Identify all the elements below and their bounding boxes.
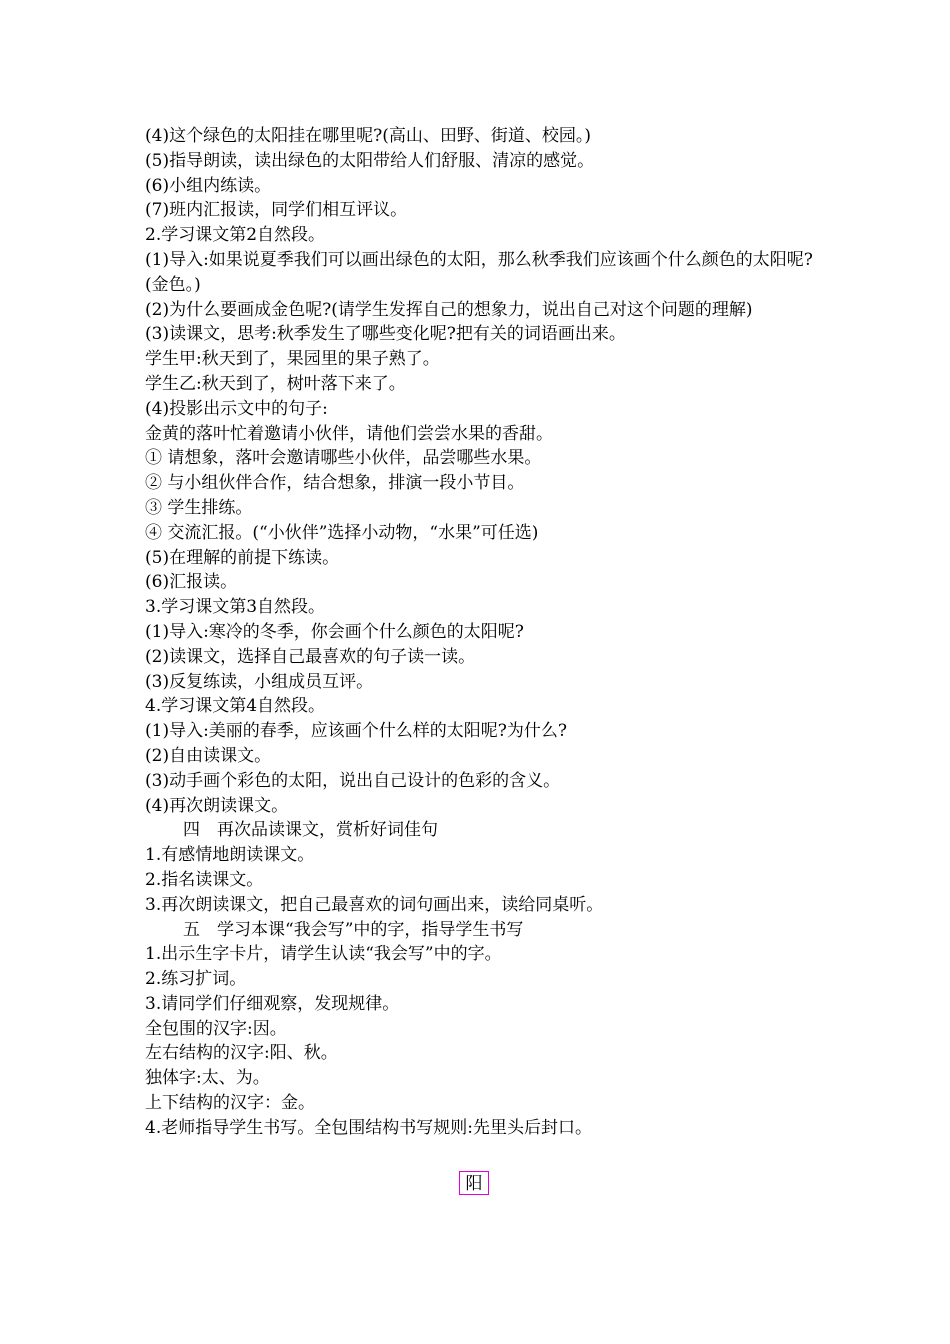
text-line: (4)再次朗读课文。 [145, 795, 289, 816]
text-line: (1)导入:如果说夏季我们可以画出绿色的太阳，那么秋季我们应该画个什么颜色的太阳呢?(金色。) [145, 249, 813, 295]
text-line: 1.出示生字卡片，请学生认读“我会写”中的字。 [145, 944, 502, 965]
text-line: (7)班内汇报读，同学们相互评议。 [145, 200, 408, 221]
text-line: (4)投影出示文中的句子: [145, 398, 328, 419]
text-line: ③ 学生排练。 [145, 497, 253, 518]
text-line: (5)指导朗读，读出绿色的太阳带给人们舒服、清凉的感觉。 [145, 150, 595, 171]
text-line: 学生乙:秋天到了，树叶落下来了。 [145, 373, 406, 394]
text-line: 全包围的汉字:因。 [145, 1018, 287, 1039]
example-character-box: 阳 [459, 1171, 489, 1195]
text-line: (5)在理解的前提下练读。 [145, 547, 340, 568]
text-line: ④ 交流汇报。(“小伙伴”选择小动物，“水果”可任选) [145, 522, 539, 543]
text-line: 4.老师指导学生书写。全包围结构书写规则:先里头后封口。 [145, 1117, 592, 1138]
text-line: 2.学习课文第2自然段。 [145, 225, 326, 246]
text-line: 3.再次朗读课文，把自己最喜欢的词句画出来，读给同桌听。 [145, 894, 604, 915]
text-line: (6)小组内练读。 [145, 175, 272, 196]
text-line: ① 请想象，落叶会邀请哪些小伙伴，品尝哪些水果。 [145, 448, 542, 469]
text-line: 金黄的落叶忙着邀请小伙伴，请他们尝尝水果的香甜。 [145, 423, 553, 444]
text-line: (3)反复练读，小组成员互评。 [145, 671, 374, 692]
text-line: (4)这个绿色的太阳挂在哪里呢?(高山、田野、街道、校园。) [145, 126, 591, 146]
text-line: 上下结构的汉字：金。 [145, 1093, 315, 1114]
document-body [145, 124, 825, 1141]
text-line: (1)导入:美丽的春季，应该画个什么样的太阳呢?为什么? [145, 721, 568, 742]
text-line: 1.有感情地朗读课文。 [145, 845, 315, 866]
text-line: 3.请同学们仔细观察，发现规律。 [145, 993, 400, 1014]
text-line: (6)汇报读。 [145, 572, 238, 593]
text-line: (2)自由读课文。 [145, 745, 272, 766]
section-heading: 五 学习本课“我会写”中的字，指导学生书写 [183, 919, 524, 940]
text-line: (3)读课文，思考:秋季发生了哪些变化呢?把有关的词语画出来。 [145, 324, 626, 345]
text-line: (2)读课文，选择自己最喜欢的句子读一读。 [145, 646, 476, 667]
text-line: (3)动手画个彩色的太阳，说出自己设计的色彩的含义。 [145, 770, 561, 791]
section-heading: 四 再次品读课文，赏析好词佳句 [183, 820, 438, 841]
text-line: 3.学习课文第3自然段。 [145, 597, 326, 618]
text-line: (1)导入:寒冷的冬季，你会画个什么颜色的太阳呢? [145, 621, 524, 642]
text-line: 4.学习课文第4自然段。 [145, 696, 326, 717]
text-line: 学生甲:秋天到了，果园里的果子熟了。 [145, 349, 440, 370]
text-line: 左右结构的汉字:阳、秋。 [145, 1043, 338, 1064]
text-line: 2.练习扩词。 [145, 969, 247, 990]
text-line: ② 与小组伙伴合作，结合想象，排演一段小节目。 [145, 473, 525, 494]
text-line: (2)为什么要画成金色呢?(请学生发挥自己的想象力，说出自己对这个问题的理解) [145, 299, 753, 320]
text-line: 2.指名读课文。 [145, 869, 264, 890]
text-line: 独体字:太、为。 [145, 1068, 270, 1089]
